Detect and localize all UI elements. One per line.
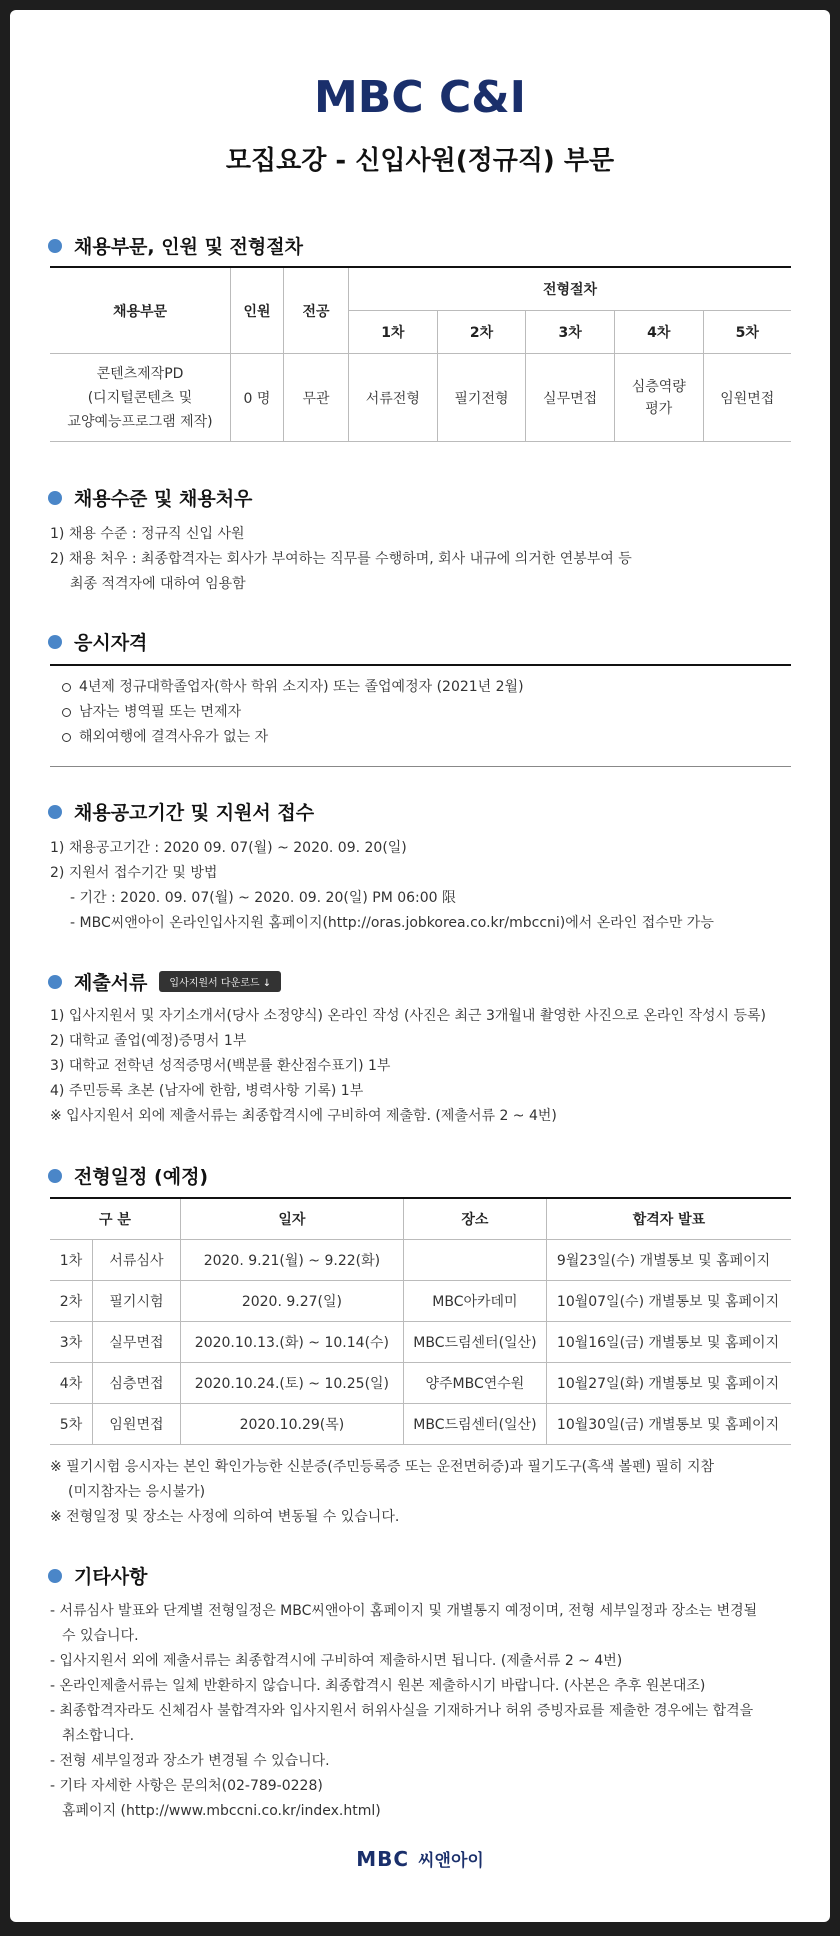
th-date: 일자 bbox=[180, 1198, 403, 1240]
documents-text: 1) 입사지원서 및 자기소개서(당사 소정양식) 온라인 작성 (사진은 최근 3개월내 촬영한 사진으로 온라인 작성시 등록) 2) 대학교 졸업(예정)증명서 1부 3) 대학교 전학년 성적증명서(백분률 환산점수표기) 1부 4) 주민등록 초본 (남자에 한함, 병력사항 기록) 1부 ※ 입사지원서 외에 제출서류는 최종합격시에 구비하여 제출함. (제출서류 2 ~ 4번) bbox=[50, 1008, 767, 1124]
logo-text: MBC C&I bbox=[314, 74, 526, 118]
th-step-4: 4차 bbox=[614, 311, 703, 354]
qualification-item: 해외여행에 결격사유가 없는 자 bbox=[62, 726, 268, 746]
footer-logo-mbc: MBC bbox=[356, 1847, 410, 1871]
td-step-3: 실무면접 bbox=[526, 354, 615, 442]
download-application-button[interactable]: 입사지원서 다운로드 ↓ bbox=[159, 971, 281, 992]
page-title: 모집요강 - 신입사원(정규직) 부문 bbox=[225, 146, 615, 176]
section-heading-recruitment: 채용부문, 인원 및 전형절차 bbox=[48, 232, 303, 259]
bullet-dot-icon bbox=[48, 491, 62, 505]
section-heading-qualification: 응시자격 bbox=[48, 628, 147, 655]
circle-bullet-icon bbox=[62, 733, 71, 742]
bullet-dot-icon bbox=[48, 975, 62, 989]
bullet-dot-icon bbox=[48, 1169, 62, 1183]
bullet-dot-icon bbox=[48, 805, 62, 819]
footer-logo bbox=[10, 1846, 830, 1871]
qualification-item: 4년제 정규대학졸업자(학사 학위 소지자) 또는 졸업예정자 (2021년 2월) bbox=[62, 676, 524, 696]
td-dept: 콘텐츠제작PD (디지털콘텐츠 및 교양예능프로그램 제작) bbox=[50, 354, 231, 442]
td-step-4: 심층역량 평가 bbox=[614, 354, 703, 442]
bullet-dot-icon bbox=[48, 635, 62, 649]
th-count: 인원 bbox=[231, 267, 284, 354]
table-row: 3차 실무면접 2020.10.13.(화) ~ 10.14(수) MBC드림센터(일산) 10월16일(금) 개별통보 및 홈페이지 bbox=[50, 1322, 791, 1363]
td-step-1: 서류전형 bbox=[349, 354, 438, 442]
table-row: 4차 심층면접 2020.10.24.(토) ~ 10.25(일) 양주MBC연수원 10월27일(화) 개별통보 및 홈페이지 bbox=[50, 1363, 791, 1404]
level-text: 1) 채용 수준 : 정규직 신입 사원 2) 채용 처우 : 최종합격자는 회사가 부여하는 직무를 수행하며, 회사 내규에 의거한 연봉부여 등 최종 적격자에 대하여 임용함 bbox=[50, 526, 632, 592]
section-heading-etc: 기타사항 bbox=[48, 1562, 147, 1589]
th-major: 전공 bbox=[284, 267, 349, 354]
etc-text: - 서류심사 발표와 단계별 전형일정은 MBC씨앤아이 홈페이지 및 개별통지 예정이며, 전형 세부일정과 장소는 변경될 수 있습니다. - 입사지원서 외에 제출서류는 최종합격시에 구비하여 제출하시면 됩니다. (제출서류 2 ~ 4번) - 온라인제출서류는 일체 반환하지 않습니다. 최종합격시 원본 제출하시기 바랍니다. (사본은 추후 원본대조) - 최종합격자라도 신체검사 불합격자와 입사지원서 허위사실을 기재하거나 허위 증빙자료를 제출한 경우에는 합격을 취소합니다. - 전형 세부일정과 장소가 변경될 수 있습니다. - 기타 자세한 사항은 문의처(02-789-0228) 홈페이지 (http://www.mbccni.co.kr/index.html) bbox=[50, 1603, 758, 1819]
schedule-table bbox=[50, 1197, 791, 1445]
th-step-5: 5차 bbox=[703, 311, 791, 354]
qualification-item: 남자는 병역필 또는 면제자 bbox=[62, 701, 241, 721]
td-step-2: 필기전형 bbox=[437, 354, 526, 442]
th-dept: 채용부문 bbox=[50, 267, 231, 354]
circle-bullet-icon bbox=[62, 708, 71, 717]
td-count: 0 명 bbox=[231, 354, 284, 442]
recruitment-table bbox=[50, 266, 791, 442]
section-heading-schedule: 전형일정 (예정) bbox=[48, 1162, 208, 1189]
bullet-dot-icon bbox=[48, 239, 62, 253]
table-row: 2차 필기시험 2020. 9.27(일) MBC아카데미 10월07일(수) 개별통보 및 홈페이지 bbox=[50, 1281, 791, 1322]
schedule-notes: ※ 필기시험 응시자는 본인 확인가능한 신분증(주민등록증 또는 운전면허증)과 필기도구(흑색 볼펜) 필히 지참 (미지참자는 응시불가) ※ 전형일정 및 장소는 사정에 의하여 변동될 수 있습니다. bbox=[50, 1459, 715, 1525]
table-row: 5차 임원면접 2020.10.29(목) MBC드림센터(일산) 10월30일(금) 개별통보 및 홈페이지 bbox=[50, 1404, 791, 1445]
th-step-3: 3차 bbox=[526, 311, 615, 354]
section-heading-level: 채용수준 및 채용처우 bbox=[48, 484, 252, 511]
th-announce: 합격자 발표 bbox=[546, 1198, 791, 1240]
bullet-dot-icon bbox=[48, 1569, 62, 1583]
td-major: 무관 bbox=[284, 354, 349, 442]
circle-bullet-icon bbox=[62, 683, 71, 692]
th-process: 전형절차 bbox=[349, 267, 792, 311]
qualification-box bbox=[50, 664, 791, 767]
th-step-2: 2차 bbox=[437, 311, 526, 354]
section-heading-period: 채용공고기간 및 지원서 접수 bbox=[48, 798, 314, 825]
section-heading-documents: 제출서류 입사지원서 다운로드 ↓ bbox=[48, 968, 281, 995]
period-text: 1) 채용공고기간 : 2020 09. 07(월) ~ 2020. 09. 20(일) 2) 지원서 접수기간 및 방법 - 기간 : 2020. 09. 07(월) ~ 2020. 09. 20(일) PM 06:00 限 - MBC씨앤아이 온라인입사지원 홈페이지(http://oras.jobkorea.co.kr/mbccni)에서 온라인 접수만 가능 bbox=[50, 840, 714, 931]
th-category: 구 분 bbox=[50, 1198, 180, 1240]
th-place: 장소 bbox=[403, 1198, 546, 1240]
recruitment-notice bbox=[10, 10, 830, 1922]
td-step-5: 임원면접 bbox=[703, 354, 791, 442]
table-row: 1차 서류심사 2020. 9.21(월) ~ 9.22(화) 9월23일(수) 개별통보 및 홈페이지 bbox=[50, 1240, 791, 1281]
footer-logo-korean: 씨앤아이 bbox=[418, 1851, 484, 1871]
th-step-1: 1차 bbox=[349, 311, 438, 354]
company-logo bbox=[10, 74, 830, 122]
